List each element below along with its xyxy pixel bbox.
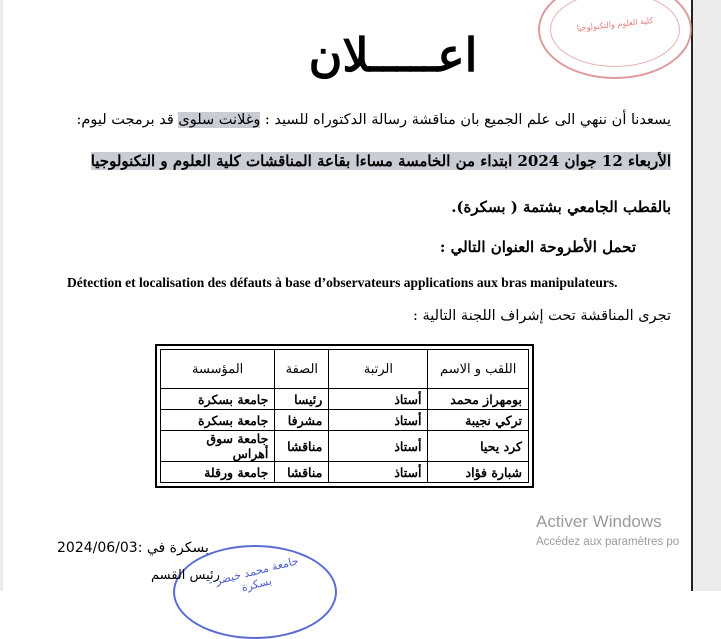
- table-row: [161, 410, 529, 431]
- windows-activation-watermark: [536, 512, 679, 548]
- member-institution: جامعة بسكرة: [161, 410, 275, 431]
- member-rank: أستاذ: [329, 389, 428, 410]
- member-rank: أستاذ: [329, 431, 428, 462]
- committee-table-frame: [155, 344, 534, 488]
- announcement-title: اعـــــلان: [308, 28, 478, 82]
- header-rank: الرتبة: [329, 350, 428, 389]
- member-institution: جامعة ورقلة: [161, 462, 275, 483]
- candidate-name: وغلانت سلوى: [178, 112, 261, 128]
- thesis-title: Détection et localisation des défauts à base d’observateurs applications aux bras manipulateurs.: [67, 275, 618, 290]
- defense-date-venue: الأربعاء 12 جوان 2024 ابتداء من الخامسة مساءا بقاعة المناقشات كلية العلوم و التكنولوجيا: [90, 152, 671, 170]
- member-role: مشرفا: [275, 410, 329, 431]
- watermark-line-1: Activer Windows: [536, 512, 662, 531]
- member-role: مناقشا: [275, 431, 329, 462]
- member-rank: أستاذ: [329, 462, 428, 483]
- header-role: الصفة: [275, 350, 329, 389]
- line1-suffix: قد برمجت ليوم:: [76, 112, 179, 128]
- member-rank: أستاذ: [329, 410, 428, 431]
- stamp-bottom-text: جامعة محمد خيضر - بسكرة: [206, 554, 300, 595]
- announcement-line-4: تحمل الأطروحة العنوان التالي :: [439, 238, 636, 256]
- table-row: [161, 389, 529, 410]
- committee-header-row: [161, 350, 529, 389]
- announcement-line-6: تجرى المناقشة تحت إشراف اللجنة التالية :: [413, 308, 671, 324]
- announcement-line-2: [91, 152, 671, 170]
- committee-table: [160, 349, 529, 483]
- stamp-inner-ring: [550, 0, 680, 67]
- signature-title: رئيس القسم: [151, 568, 220, 583]
- member-institution: جامعة بسكرة: [161, 389, 275, 410]
- table-row: [161, 462, 529, 483]
- document-page: [3, 0, 693, 595]
- announcement-line-1: [76, 112, 671, 128]
- table-row: [161, 431, 529, 462]
- watermark-line-2: Accédez aux paramètres po: [536, 536, 680, 548]
- official-stamp-bottom: [173, 545, 337, 639]
- stamp-top-text: كلية العلوم والتكنولوجيا: [576, 16, 654, 33]
- member-institution: جامعة سوق أهراس: [161, 431, 275, 462]
- line1-prefix: يسعدنا أن ننهي الى علم الجميع بان مناقشة رسالة الدكتوراه للسيد :: [260, 112, 671, 128]
- member-role: مناقشا: [275, 462, 329, 483]
- header-institution: المؤسسة: [161, 350, 275, 389]
- header-name: اللقب و الاسم: [428, 350, 529, 389]
- date-line: بسكرة في :2024/06/03: [57, 540, 209, 556]
- member-name: بومهراز محمد: [428, 389, 529, 410]
- official-stamp-top: [538, 0, 692, 79]
- member-name: تركي نجيبة: [428, 410, 529, 431]
- member-role: رئيسا: [275, 389, 329, 410]
- member-name: شبارة فؤاد: [428, 462, 529, 483]
- member-name: كرد يحيا: [428, 431, 529, 462]
- announcement-line-3: بالقطب الجامعي بشتمة ( بسكرة).: [451, 198, 671, 216]
